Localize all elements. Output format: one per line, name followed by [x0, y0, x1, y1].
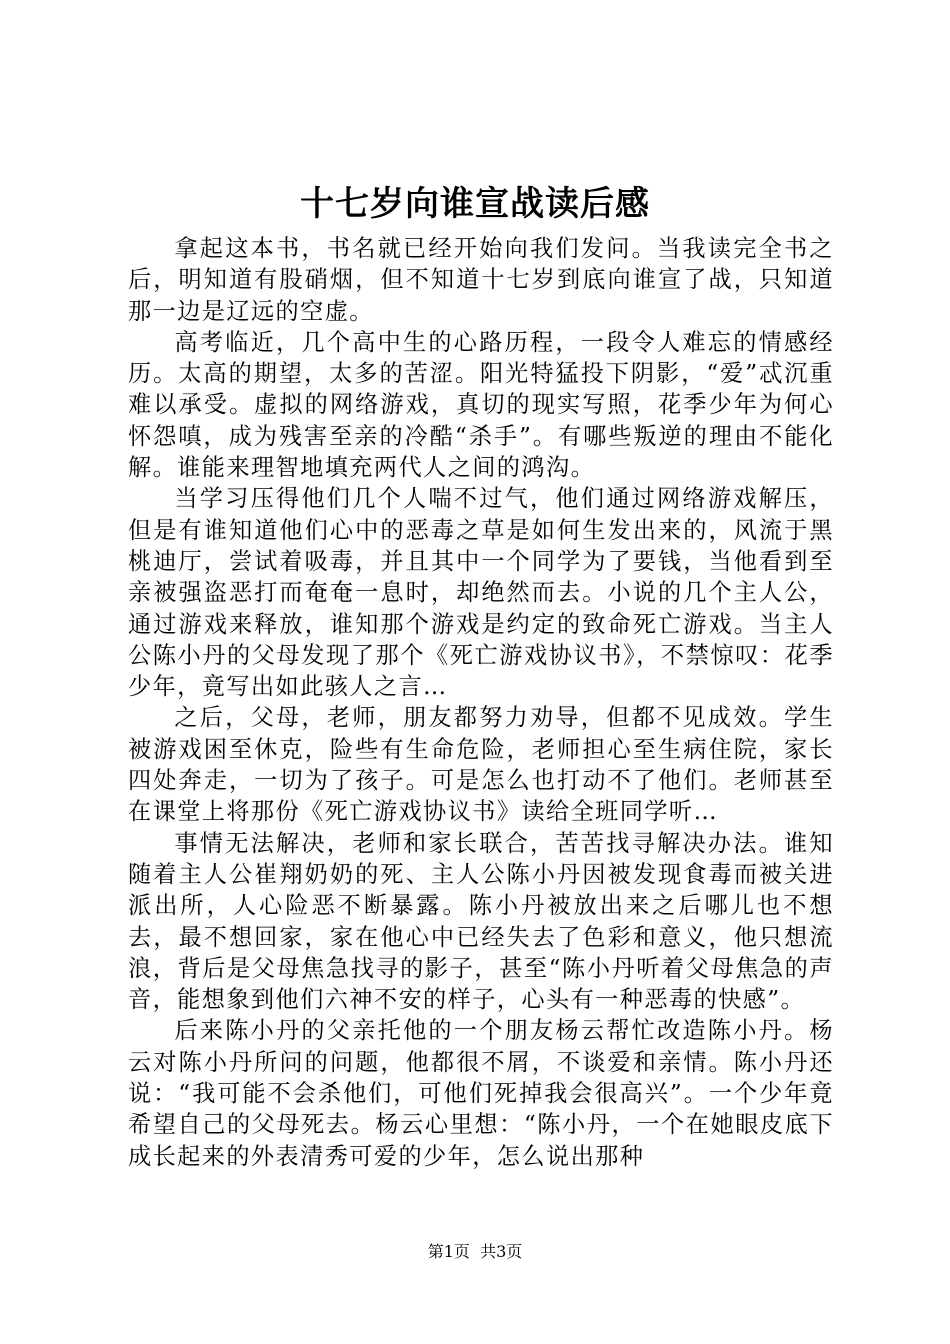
paragraph-6: 后来陈小丹的父亲托他的一个朋友杨云帮忙改造陈小丹。杨云对陈小丹所问的问题，他都很不屑，不谈爱和亲情。陈小丹还说：“我可能不会杀他们，可他们死掉我会很高兴”。一个少年竟希望自己的父母死去。杨云心里想：“陈小丹，一个在她眼皮底下成长起来的外表清秀可爱的少年，怎么说出那种	[128, 1017, 834, 1170]
page-footer	[0, 1240, 950, 1264]
paragraph-4: 之后，父母，老师，朋友都努力劝导，但都不见成效。学生被游戏困至休克，险些有生命危险，老师担心至生病住院，家长四处奔走，一切为了孩子。可是怎么也打动不了他们。老师甚至在课堂上将那份《死亡游戏协议书》读给全班同学听…	[128, 704, 834, 826]
page-total: 共3页	[480, 1242, 523, 1261]
paragraph-1: 拿起这本书，书名就已经开始向我们发问。当我读完全书之后，明知道有股硝烟，但不知道十七岁到底向谁宣了战，只知道那一边是辽远的空虚。	[128, 235, 834, 325]
document-body	[128, 233, 834, 1172]
paragraph-3: 当学习压得他们几个人喘不过气，他们通过网络游戏解压，但是有谁知道他们心中的恶毒之草是如何生发出来的，风流于黑桃迪厅，尝试着吸毒，并且其中一个同学为了要钱，当他看到至亲被强盗恶打而奄奄一息时，却绝然而去。小说的几个主人公，通过游戏来释放，谁知那个游戏是约定的致命死亡游戏。当主人公陈小丹的父母发现了那个《死亡游戏协议书》，不禁惊叹：花季少年，竟写出如此骇人之言…	[128, 485, 834, 701]
paragraph-5: 事情无法解决，老师和家长联合，苦苦找寻解决办法。谁知随着主人公崔翔奶奶的死、主人公陈小丹因被发现食毒而被关进派出所，人心险恶不断暴露。陈小丹被放出来之后哪儿也不想去，最不想回家，家在他心中已经失去了色彩和意义，他只想流浪，背后是父母焦急找寻的影子，甚至“陈小丹听着父母焦急的声音，能想象到他们六神不安的样子，心头有一种恶毒的快感”。	[128, 829, 834, 1014]
page-number: 第1页	[427, 1242, 470, 1261]
document-title: 十七岁向谁宣战读后感	[300, 184, 650, 224]
paragraph-2: 高考临近，几个高中生的心路历程，一段令人难忘的情感经历。太高的期望，太多的苦涩。阳光特猛投下阴影，“爱”忒沉重难以承受。虚拟的网络游戏，真切的现实写照，花季少年为何心怀怨嗔，成为残害至亲的冷酷“杀手”。有哪些叛逆的理由不能化解。谁能来理智地填充两代人之间的鸿沟。	[128, 328, 834, 482]
